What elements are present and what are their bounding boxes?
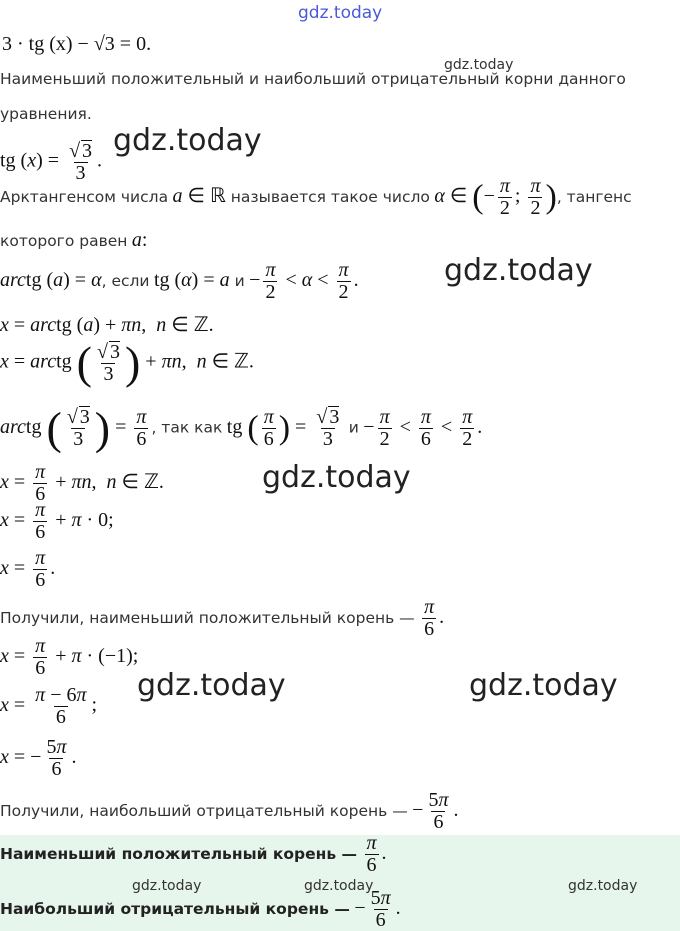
formula-x-general: x = $\frac{\pi}{6}$ + πn, n ∈ ℤ.	[0, 461, 164, 505]
watermark: gdz.today	[444, 57, 514, 73]
found-max-negative: Получили, наибольший отрицательный корень — − $\frac{5\pi}{6}$ .	[0, 789, 459, 833]
arctan-definition-line2: которого равен a:	[0, 229, 148, 251]
and-word: и	[234, 272, 245, 291]
watermark: gdz.today	[137, 668, 286, 703]
formula-x-min: x = $\frac{\pi}{6}$ .	[0, 547, 56, 591]
watermark: gdz.today	[113, 123, 262, 158]
and-word: и	[348, 418, 359, 437]
equation: 3 · tg (x) − √3 = 0.	[2, 33, 152, 55]
watermark: gdz.today	[132, 878, 202, 894]
if-word: , если	[101, 272, 150, 291]
formula-x-combined: x = $\frac{\pi - 6\pi}{6}$ ;	[0, 684, 98, 728]
watermark: gdz.today	[304, 878, 374, 894]
found-max-text: Получили, наибольший отрицательный корень —	[0, 802, 408, 821]
definition-text: которого равен	[0, 232, 128, 250]
watermark-top: gdz.today	[298, 3, 383, 23]
watermark: gdz.today	[469, 668, 618, 703]
definition-text: называется такое число	[230, 188, 430, 207]
answer-max: Наибольший отрицательный корень — − $\frac{5\pi}{6}$ .	[0, 887, 401, 931]
task-line-2: уравнения.	[0, 105, 92, 123]
formula-x-max: x = − $\frac{5\pi}{6}$ .	[0, 736, 77, 780]
watermark: gdz.today	[568, 878, 638, 894]
definition-text: , тангенс	[556, 188, 632, 207]
found-min-positive: Получили, наименьший положительный корень — $\frac{\pi}{6}$ .	[0, 596, 445, 640]
found-min-text: Получили, наименьший положительный корень —	[0, 609, 415, 628]
answer-max-text: Наибольший отрицательный корень —	[0, 900, 350, 919]
formula-tg-value: tg (x) = $\frac{√ 3}{3}$ .	[0, 140, 103, 184]
arctan-definition: Арктангенсом числа a ∈ ℝ называется такое число α ∈ (− $\frac{\pi}{2}$ ; $\frac{\pi}{2}$ ), тангенс	[0, 175, 632, 219]
answer-min-text: Наименьший положительный корень —	[0, 845, 358, 864]
since-word: , так как	[151, 418, 223, 437]
answer-min: Наименьший положительный корень — $\frac{\pi}{6}$ .	[0, 832, 387, 876]
formula-general-solution: x = arctg (a) + πn, n ∈ ℤ.	[0, 314, 214, 336]
watermark: gdz.today	[262, 460, 411, 495]
formula-arctg-value: arctg ( $\frac{√ 3}{3}$ ) = $\frac{\pi}{6}$ , так как tg ( $\frac{\pi}{6}$ ) = $\frac{√ 3}{3}$ и − $\frac{\pi}{2}$ < $\frac{\pi}{6}$ < $\frac{\pi}{2}$ .	[0, 402, 483, 453]
task-line-1: Наименьший положительный и наибольший отрицательный корни данного	[0, 70, 626, 88]
watermark: gdz.today	[444, 253, 593, 288]
formula-arctg-definition: arctg (a) = α, если tg (α) = a и − $\frac{\pi}{2}$ < α < $\frac{\pi}{2}$ .	[0, 259, 359, 303]
definition-text: Арктангенсом числа	[0, 188, 169, 207]
formula-substituted: x = arctg ( $\frac{√ 3}{3}$ ) + πn, n ∈ ℤ.	[0, 337, 254, 388]
formula-x-n0: x = $\frac{\pi}{6}$ + π · 0;	[0, 499, 114, 543]
formula-x-n-minus1: x = $\frac{\pi}{6}$ + π · (−1);	[0, 635, 139, 679]
